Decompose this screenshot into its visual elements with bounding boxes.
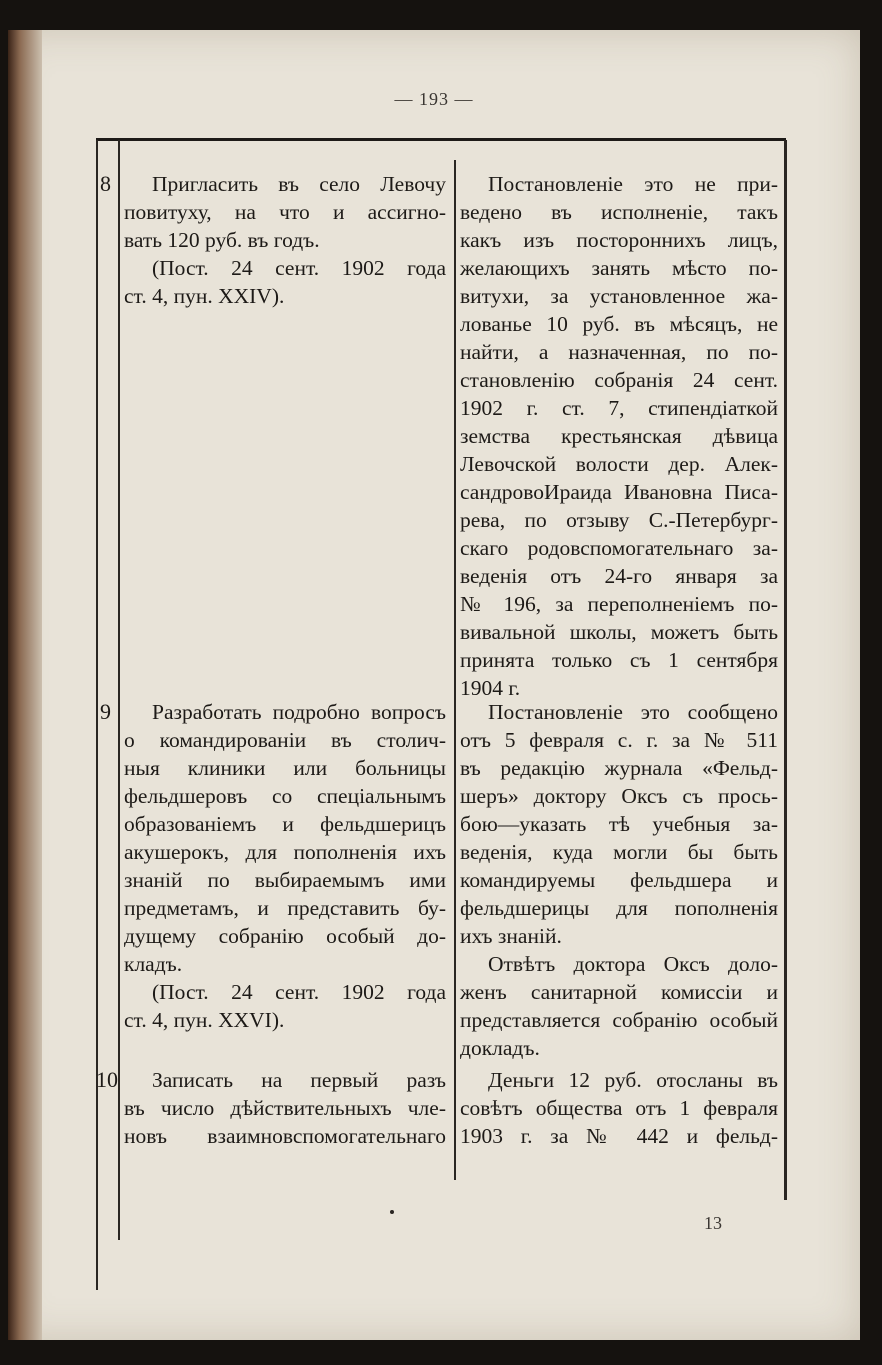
text-line: веденія отъ 24-го января за [460,564,778,588]
text-line: фельдшеровъ со спеціальнымъ [124,784,446,808]
text-line: лованье 10 руб. въ мѣсяцъ, не [460,312,778,336]
signature-number: 13 [704,1213,722,1233]
text-line: какъ изъ постороннихъ лицъ, [460,228,778,252]
text-line: Отвѣтъ доктора Оксъ доло- [488,952,778,976]
execution-text [460,1066,778,1150]
reference-line: (Пост. 24 сент. 1902 года [152,256,446,280]
decision-text [124,1066,446,1150]
text-line: Постановленіе это не при- [488,172,778,196]
text-line: отъ 5 февраля с. г. за № 511 [460,728,778,752]
text-line: въ число дѣйствительныхъ чле- [124,1096,446,1120]
text-line: вивальной школы, можетъ быть [460,620,778,644]
text-line: Левочской волости дер. Алек- [460,452,778,476]
reference-line: ст. 4, пун. XXIV). [124,284,285,308]
text-line: № 196, за переполненіемъ по- [460,592,778,616]
text-line: дущему собранію особый до- [124,924,446,948]
decision-text [124,698,446,1034]
text-line: Записать на первый разъ [152,1068,446,1092]
text-line: командируемы фельдшера и [460,868,778,892]
text-line: веденія, куда могли бы быть [460,840,778,864]
text-line: принята только съ 1 сентября [460,648,778,672]
column-line-left [96,140,98,1290]
column-line-number [118,140,120,1240]
reference-line: ст. 4, пун. XXVI). [124,1008,285,1032]
column-line-middle [454,160,456,1180]
text-line: фельдшерицы для пополненія [460,896,778,920]
text-line: 1903 г. за № 442 и фельд- [460,1124,778,1148]
reference-line: (Пост. 24 сент. 1902 года [152,980,446,1004]
text-line: Постановленіе это сообщено [488,700,778,724]
text-line: ныя клиники или больницы [124,756,446,780]
text-line: повитуху, на что и ассигно- [124,200,446,224]
execution-text [460,698,778,1062]
decision-text [124,170,446,310]
text-line: сандровоИраида Ивановна Писа- [460,480,778,504]
execution-text [460,170,778,702]
text-line: совѣтъ общества отъ 1 февраля [460,1096,778,1120]
column-line-right [784,140,787,1200]
text-line: найти, а назначенная, по по- [460,340,778,364]
text-line: ведено въ исполненіе, такъ [460,200,778,224]
book-spine [8,30,42,1340]
ink-dot [390,1210,394,1214]
text-line: предметамъ, и представить бу- [124,896,446,920]
book-page [8,30,860,1340]
text-line: новъ взаимновспомогательнаго [124,1124,446,1148]
text-line: вать 120 руб. въ годъ. [124,228,320,252]
text-line: Деньги 12 руб. отосланы въ [488,1068,778,1092]
text-line: желающихъ занять мѣсто по- [460,256,778,280]
text-line: рева, по отзыву С.-Петербург- [460,508,778,532]
row-number: 9 [100,699,111,724]
text-line: кладъ. [124,952,183,976]
text-line: Разработать подробно вопросъ [152,700,446,724]
text-line: Пригласить въ село Левочу [152,172,446,196]
text-line: 1902 г. ст. 7, стипендіаткой [460,396,778,420]
table-top-rule [96,138,786,141]
text-line: ихъ знаній. [460,924,562,948]
row-number: 8 [100,171,111,196]
text-line: женъ санитарной комиссіи и [460,980,778,1004]
text-line: знаній по выбираемымъ ими [124,868,446,892]
page-header: — 193 — [394,89,474,109]
text-line: докладъ. [460,1036,540,1060]
text-line: акушерокъ, для пополненія ихъ [124,840,446,864]
text-line: становленію собранія 24 сент. [460,368,778,392]
text-line: шеръ» доктору Оксъ съ прось- [460,784,778,808]
text-line: 1904 г. [460,676,521,700]
text-line: бою—указать тѣ учебныя за- [460,812,778,836]
text-line: земства крестьянская дѣвица [460,424,778,448]
text-line: витухи, за установленное жа- [460,284,778,308]
text-line: представляется собранію особый [460,1008,778,1032]
text-line: образованіемъ и фельдшерицъ [124,812,446,836]
text-line: въ редакцію журнала «Фельд- [460,756,778,780]
text-line: о командированіи въ столич- [124,728,446,752]
row-number: 10 [96,1067,118,1092]
text-line: скаго родовспомогательнаго за- [460,536,778,560]
